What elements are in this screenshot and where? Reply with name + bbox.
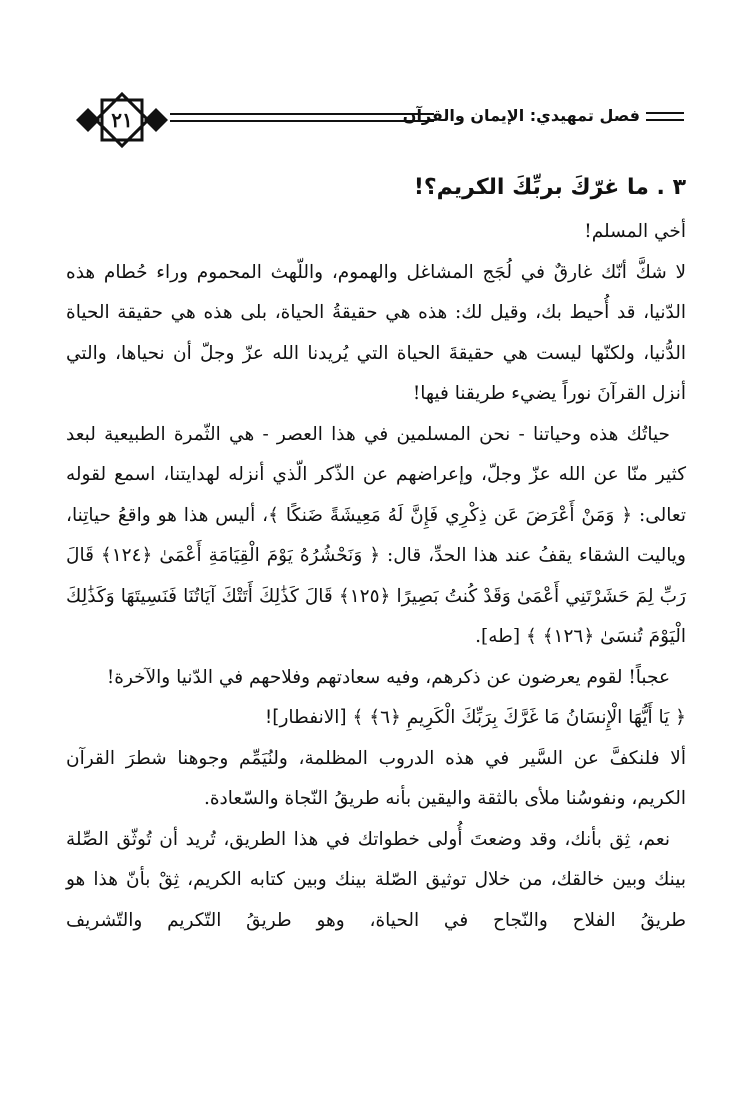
page-body bbox=[66, 166, 686, 941]
header-rule bbox=[170, 113, 434, 115]
paragraph: حياتُك هذه وحياتنا - نحن المسلمين في هذا العصر - هي الثّمرة الطبيعية لبعد كثير منّا عن الله عزّ وجلّ، وإعراضهم عن الذّكر الّذي أنزله لهدايتنا، اسمع لقوله تعالى: ﴿ وَمَنْ أَعْرَضَ عَن ذِكْرِي فَإِنَّ لَهُ مَعِيشَةً ضَنكًا ﴾، أليس هذا هو واقعُ حياتِنا، وياليت الشقاء يقفُ عند هذا الحدِّ، قال: ﴿ وَنَحْشُرُهُ يَوْمَ الْقِيَامَةِ أَعْمَىٰ ﴿١٢٤﴾ قَالَ رَبِّ لِمَ حَشَرْتَنِي أَعْمَىٰ وَقَدْ كُنتُ بَصِيرًا ﴿١٢٥﴾ قَالَ كَذَٰلِكَ أَتَتْكَ آيَاتُنَا فَنَسِيتَهَا وَكَذَٰلِكَ الْيَوْمَ تُنسَىٰ ﴿١٢٦﴾ ﴾ [طه]. bbox=[66, 423, 686, 647]
paragraph: عجباً! لقوم يعرضون عن ذكرهم، وفيه سعادتهم وفلاحهم في الدّنيا والآخرة! bbox=[106, 666, 670, 688]
quran-verse: ﴿ يَا أَيُّهَا الْإِنسَانُ مَا غَرَّكَ بِرَبِّكَ الْكَرِيمِ ﴿٦﴾ ﴾ [الانفطار]! bbox=[264, 707, 686, 728]
paragraph: ألا فلنكفَّ عن السَّير في هذه الدروب المظلمة، ولنُيَمِّم وجوهنا شطرَ القرآن الكريم، ونفوسُنا ملأى بالثقة واليقين بأنه طريقُ النّجاة والسّعادة. bbox=[66, 747, 686, 809]
header-mark bbox=[646, 119, 684, 121]
section-heading: ٣ . ما غرّكَ بربِّكَ الكريم؟! bbox=[413, 175, 686, 200]
paragraph: لا شكَّ أنّك غارقٌ في لُجَج المشاغل والهموم، واللّهث المحموم وراء حُطام هذه الدّنيا، قد أُحيط بك، وقيل لك: هذه هي حقيقةُ الحياة، بلى هذه هي حقيقة الحياة الدُّنيا، ولكنّها ليست هي حقيقةَ الحياة التي يُريدنا الله عزّ وجلّ أن نحياها، والتي أنزل القرآنَ نوراً يضيء طريقنا فيها! bbox=[66, 261, 686, 404]
paragraph: نعم، ثِق بأنك، وقد وضعتَ أُولى خطواتك في هذا الطريق، تُريد أن تُوثّق الصِّلة بينك وبين خالقك، من خلال توثيق الصّلة بينك وبين كتابه الكريم، ثِقْ بأنّ هذا هو طريقُ الفلاح والنّجاح في الحياة، وهو طريقُ التّكريم والتّشريف bbox=[66, 828, 686, 931]
page-number: ٢١ bbox=[111, 108, 133, 132]
running-header bbox=[72, 92, 684, 148]
header-rule bbox=[170, 120, 434, 122]
salutation: أخي المسلم! bbox=[584, 221, 686, 242]
header-mark bbox=[646, 112, 684, 114]
chapter-title: فصل تمهيدي: الإيمان والقرآن bbox=[402, 106, 640, 125]
